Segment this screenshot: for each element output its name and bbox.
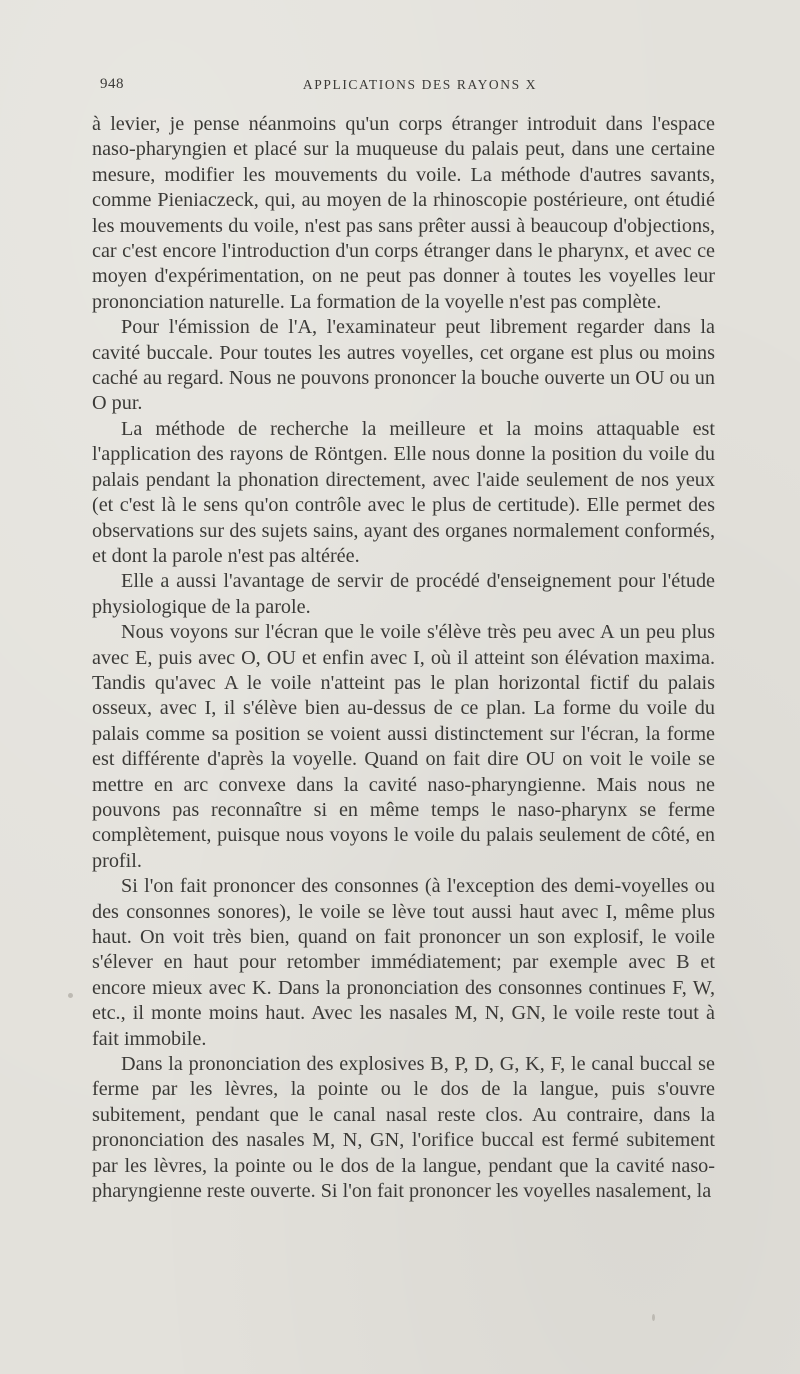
body-text xyxy=(92,112,715,1204)
paragraph-5: Nous voyons sur l'écran que le voile s'élève très peu avec A un peu plus avec E, puis avec O, OU et enfin avec I, où il atteint son élévation maxima. Tandis qu'avec A le voile n'atteint pas le plan horizontal fictif du palais osseux, avec I, il s'élève bien au-dessus de ce plan. La forme du voile du palais comme sa position se voient aussi distinctement sur l'écran, la forme est différente d'après la voyelle. Quand on fait dire OU on voit le voile se mettre en arc convexe dans la cavité naso-pharyngienne. Mais nous ne pouvons pas reconnaître si en même temps le naso-pharynx se ferme complètement, puisque nous voyons le voile du palais seulement de côté, en profil. xyxy=(92,621,715,872)
paragraph-2: Pour l'émission de l'A, l'examinateur peut librement regarder dans la cavité buccale. Pour toutes les autres voyelles, cet organe est plus ou moins caché au regard. Nous ne pouvons prononcer la bouche ouverte un OU ou un O pur. xyxy=(92,316,715,415)
running-head xyxy=(92,76,708,96)
paper-speck xyxy=(652,1314,655,1321)
paragraph-4: Elle a aussi l'avantage de servir de procédé d'enseignement pour l'étude physiologique de la parole. xyxy=(92,570,715,618)
paper-speck xyxy=(68,993,73,998)
running-title: APPLICATIONS DES RAYONS X xyxy=(302,77,538,92)
paragraph-3: La méthode de recherche la meilleure et la moins attaquable est l'application des rayons de Röntgen. Elle nous donne la position du voile du palais pendant la phonation directement, avec l'aide seulement de nos yeux (et c'est là le sens qu'on contrôle avec le plus de certitude). Elle permet des observations sur des sujets sains, ayant des organes normalement conformés, et dont la parole n'est pas altérée. xyxy=(92,417,715,567)
page-number: 948 xyxy=(100,76,124,92)
paragraph-6: Si l'on fait prononcer des consonnes (à l'exception des demi-voyelles ou des consonnes sonores), le voile se lève tout aussi haut avec I, même plus haut. On voit très bien, quand on fait prononcer un son explosif, le voile s'élever en haut pour retomber immédiatement; par exemple avec B et encore mieux avec K. Dans la prononciation des consonnes continues F, W, etc., il monte moins haut. Avec les nasales M, N, GN, le voile reste tout à fait immobile. xyxy=(92,875,715,1050)
paragraph-1: à levier, je pense néanmoins qu'un corps étranger introduit dans l'espace naso-pharyngien et placé sur la muqueuse du palais peut, dans une certaine mesure, modifier les mouvements du voile. La méthode d'autres savants, comme Pieniaczeck, qui, au moyen de la rhinoscopie postérieure, ont étudié les mouvements du voile, n'est pas sans prêter aussi à beaucoup d'objections, car c'est encore l'introduction d'un corps étranger dans le pharynx, et avec ce moyen d'expérimentation, on ne peut pas donner à toutes les voyelles leur prononciation naturelle. La formation de la voyelle n'est pas complète. xyxy=(92,113,715,313)
paragraph-7: Dans la prononciation des explosives B, P, D, G, K, F, le canal buccal se ferme par les lèvres, la pointe ou le dos de la langue, puis s'ouvre subitement, pendant que le canal nasal reste clos. Au contraire, dans la prononciation des nasales M, N, GN, l'orifice buccal est fermé subitement par les lèvres, la pointe ou le dos de la langue, pendant que la cavité naso-pharyngienne reste ouverte. Si l'on fait prononcer les voyelles nasalement, la xyxy=(92,1053,715,1203)
